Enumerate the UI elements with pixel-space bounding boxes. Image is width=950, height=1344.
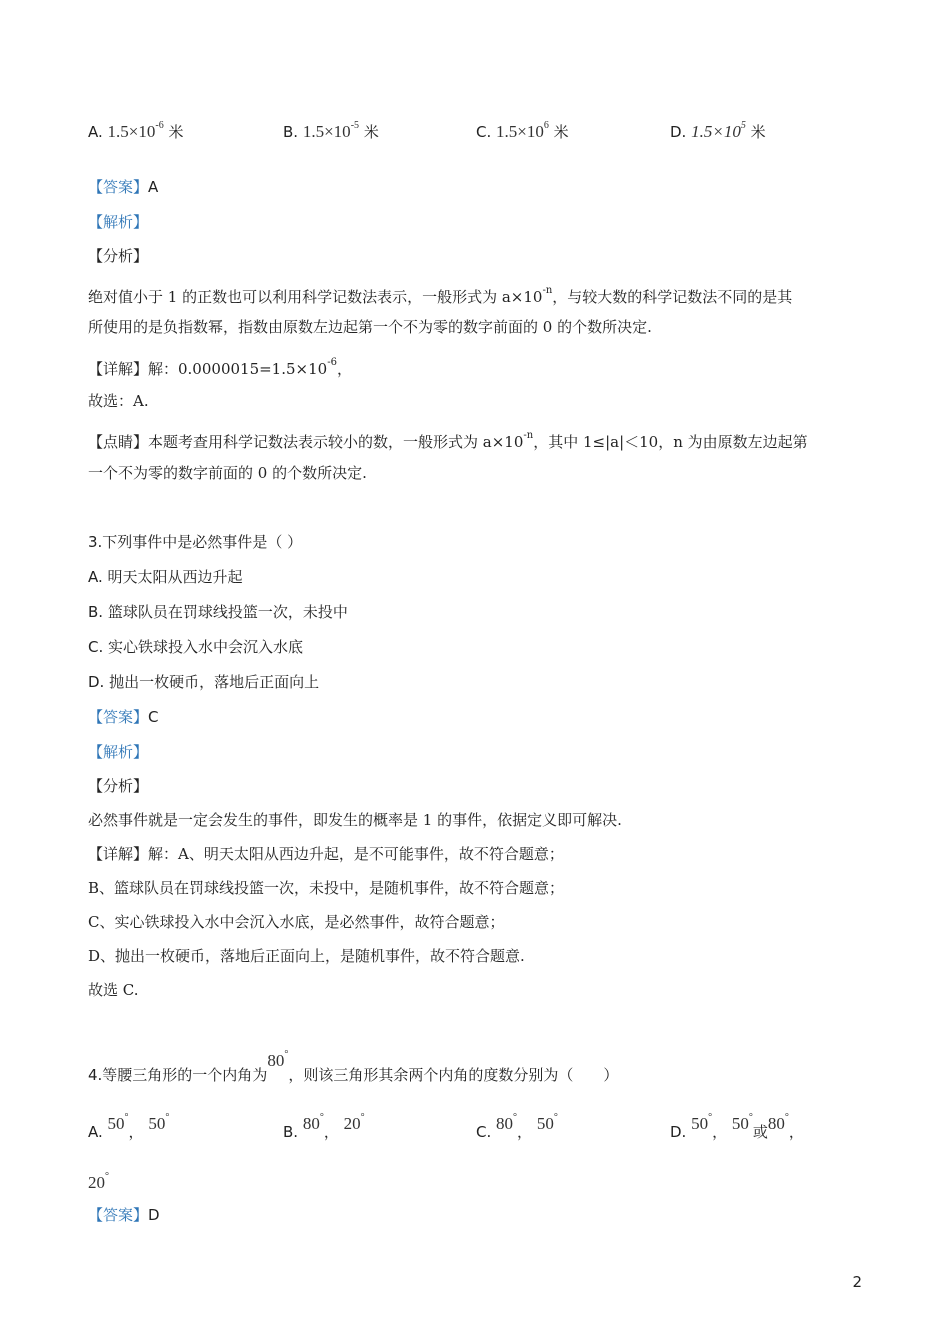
q4-option-d: D. 50°， 50°或80°， — [670, 1112, 804, 1141]
q3-xiangjie-line2: B、篮球队员在罚球线投篮一次，未投中，是随机事件，故不符合题意； — [88, 879, 565, 897]
times-ten: ×10 — [324, 122, 351, 141]
text: ，与较大数的科学记数法不同的是其 — [552, 288, 793, 306]
q4-option-c: C. 80°， 50° — [476, 1112, 558, 1141]
answer-value: A — [148, 178, 159, 196]
coef: 1.5 — [302, 122, 325, 141]
q2-fenxi-text-line1 — [88, 280, 792, 308]
text: ，则该三角形其余两个内角的度数分别为（ ） — [288, 1066, 619, 1084]
q2-xiangjie — [88, 352, 352, 380]
unit: 米 — [168, 123, 184, 141]
q2-dianjing-line1 — [88, 425, 808, 453]
option-label: B. — [283, 1123, 299, 1141]
q3-answer — [88, 706, 159, 728]
angle-1: 50 — [691, 1114, 709, 1133]
q3-xiangjie-line3: C、实心铁球投入水中会沉入水底，是必然事件，故符合题意； — [88, 913, 505, 931]
q3-option-a: A. 明天太阳从西边升起 — [88, 568, 243, 586]
angle-2: 50 — [148, 1114, 166, 1133]
q4-answer — [88, 1204, 160, 1226]
q3-fenxi-text: 必然事件就是一定会发生的事件，即发生的概率是 1 的事件，依据定义即可解决. — [88, 811, 622, 829]
or-word: 或 — [752, 1123, 768, 1141]
separator: ， — [323, 1123, 339, 1141]
times-ten: ×10 — [517, 122, 544, 141]
q2-guxuan: 故选：A. — [88, 392, 149, 410]
q2-fenxi: 【分析】 — [88, 247, 149, 265]
superscript: -n — [542, 285, 553, 296]
text: 4.等腰三角形的一个内角为 — [88, 1066, 268, 1084]
answer-tag: 【答案】 — [88, 1206, 149, 1224]
coef: 1.5 — [691, 122, 713, 141]
q2-option-c — [476, 120, 569, 142]
q3-option-b: B. 篮球队员在罚球线投篮一次，未投中 — [88, 603, 348, 621]
option-label: B. — [283, 123, 299, 141]
option-label: D. — [670, 123, 687, 141]
separator: ， — [788, 1123, 804, 1141]
separator: ， — [517, 1123, 533, 1141]
q4-option-b: B. 80°， 20° — [283, 1112, 365, 1141]
coef: 1.5 — [107, 122, 129, 141]
angle-1: 50 — [107, 1114, 125, 1133]
angle-value: 80 — [267, 1051, 285, 1070]
q3-jiexi: 【解析】 — [88, 743, 149, 761]
option-label: A. — [88, 123, 103, 141]
times-ten: ×10 — [128, 122, 156, 141]
q2-dianjing-line2: 一个不为零的数字前面的 0 的个数所决定. — [88, 464, 367, 482]
answer-value: C — [148, 708, 159, 726]
text: 【详解】解：0.0000015=1.5×10 — [88, 360, 328, 378]
angle-80: 80° — [267, 1049, 289, 1070]
unit: 米 — [750, 123, 766, 141]
q3-xiangjie-line4: D、抛出一枚硬币，落地后正面向上，是随机事件，故不符合题意. — [88, 947, 525, 965]
q3-stem: 3.下列事件中是必然事件是（ ） — [88, 533, 303, 551]
unit: 米 — [553, 123, 569, 141]
q2-option-b — [283, 120, 379, 142]
q4-stem — [88, 1049, 619, 1086]
text: ， — [336, 360, 352, 378]
exponent: 5 — [740, 120, 746, 131]
text: 【点睛】本题考查用科学记数法表示较小的数，一般形式为 a×10 — [88, 433, 524, 451]
exponent: -5 — [350, 120, 360, 131]
superscript: -n — [523, 430, 534, 441]
text: ，其中 1≤|a|＜10，n 为由原数左边起第 — [533, 433, 808, 451]
answer-tag: 【答案】 — [88, 178, 149, 196]
angle-2: 50 — [731, 1114, 749, 1133]
q3-guxuan: 故选 C. — [88, 981, 139, 999]
q3-xiangjie-line1: 【详解】解：A、明天太阳从西边升起，是不可能事件，故不符合题意； — [88, 845, 564, 863]
angle-3: 80 — [767, 1114, 785, 1133]
text: 绝对值小于 1 的正数也可以利用科学记数法表示，一般形式为 a×10 — [88, 288, 543, 306]
q3-option-d: D. 抛出一枚硬币，落地后正面向上 — [88, 673, 320, 691]
option-label: C. — [476, 1123, 492, 1141]
q2-fenxi-text-line2: 所使用的是负指数幂，指数由原数左边起第一个不为零的数字前面的 0 的个数所决定. — [88, 318, 652, 336]
angle-1: 80 — [496, 1114, 514, 1133]
exponent: -6 — [155, 120, 164, 131]
q3-option-c: C. 实心铁球投入水中会沉入水底 — [88, 638, 304, 656]
option-label: D. — [670, 1123, 687, 1141]
q3-fenxi: 【分析】 — [88, 777, 149, 795]
q4-option-d-continuation: 20° — [88, 1171, 109, 1192]
angle-4: 20 — [88, 1173, 105, 1192]
answer-tag: 【答案】 — [88, 708, 149, 726]
option-label: C. — [476, 123, 492, 141]
q2-option-d — [670, 120, 766, 142]
angle-1: 80 — [302, 1114, 320, 1133]
unit: 米 — [363, 123, 379, 141]
separator: ， — [128, 1123, 144, 1141]
coef: 1.5 — [496, 122, 518, 141]
option-label: A. — [88, 1123, 103, 1141]
page-number: 2 — [852, 1273, 862, 1291]
angle-2: 20 — [343, 1114, 361, 1133]
q4-option-a: A. 50°， 50° — [88, 1112, 170, 1141]
q2-option-a — [88, 120, 184, 142]
answer-value: D — [148, 1206, 160, 1224]
separator: ， — [712, 1123, 728, 1141]
exponent: 6 — [543, 120, 549, 131]
angle-2: 50 — [536, 1114, 554, 1133]
q2-jiexi: 【解析】 — [88, 213, 149, 231]
times-ten: ×10 — [712, 122, 741, 141]
superscript: -6 — [327, 357, 337, 368]
q2-answer — [88, 176, 158, 198]
